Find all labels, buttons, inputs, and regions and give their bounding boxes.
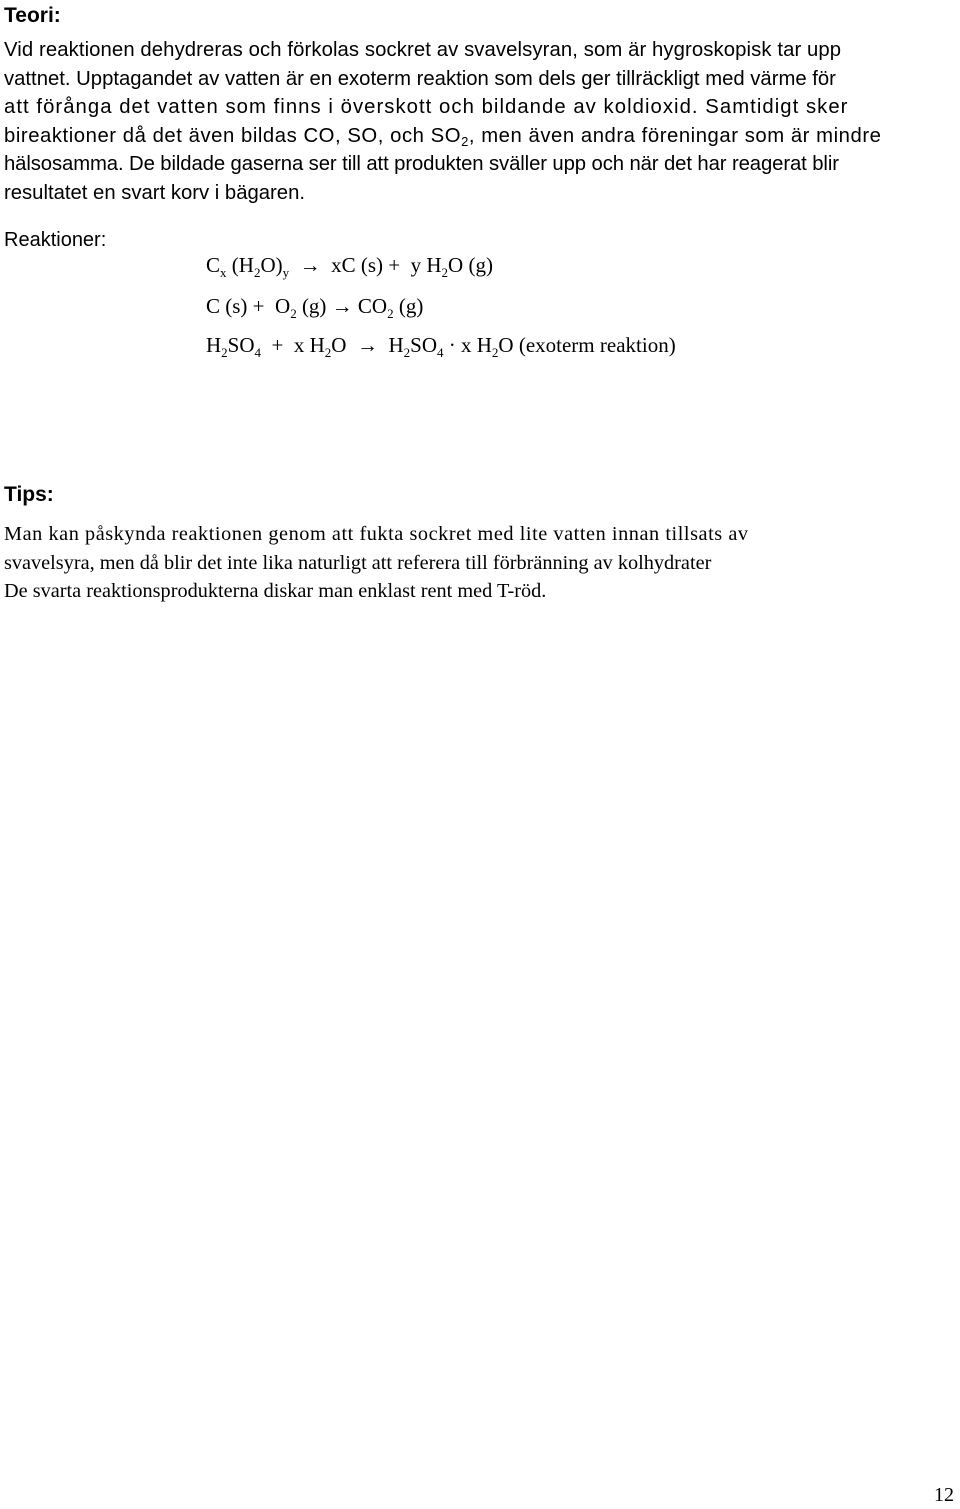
eq-subscript: 4 bbox=[254, 345, 262, 360]
eq-term: O → H bbox=[331, 333, 404, 357]
reaction-equation-3 bbox=[206, 332, 676, 358]
theory-line: vattnet. Upptagandet av vatten är en exoterm reaktion som dels ger tillräckligt med värme för bbox=[4, 67, 836, 90]
theory-line: resultatet en svart korv i bägaren. bbox=[4, 181, 305, 204]
theory-line: hälsosamma. De bildade gaserna ser till att produkten sväller upp och när det har reagerat blir bbox=[4, 153, 839, 175]
eq-subscript: 2 bbox=[221, 345, 228, 360]
eq-term: (g) → CO bbox=[296, 294, 388, 318]
eq-term: SO bbox=[410, 333, 437, 357]
eq-term: C (s) + O bbox=[206, 294, 291, 318]
eq-subscript: 2 bbox=[253, 265, 261, 280]
eq-term: (H bbox=[226, 253, 254, 277]
tips-paragraph bbox=[4, 520, 954, 606]
theory-line: Vid reaktionen dehydreras och förkolas sockret av svavelsyran, som är hygroskopisk tar upp bbox=[4, 39, 842, 61]
tips-line: Man kan påskynda reaktionen genom att fukta sockret med lite vatten innan tillsats av bbox=[4, 523, 749, 545]
eq-term: (g) bbox=[393, 294, 424, 318]
so2-subscript: 2 bbox=[461, 133, 469, 149]
tips-line: svavelsyra, men då blir det inte lika naturligt att referera till förbränning av kolhydrater bbox=[4, 551, 712, 574]
theory-text: , men även andra föreningar som är mindre bbox=[468, 124, 882, 147]
eq-term: O) bbox=[260, 253, 283, 277]
eq-term: SO bbox=[227, 333, 255, 357]
eq-subscript: 2 bbox=[324, 345, 332, 360]
eq-term: C bbox=[206, 253, 221, 277]
reactions-label: Reaktioner: bbox=[4, 229, 107, 251]
eq-subscript: 2 bbox=[403, 345, 411, 360]
eq-term: O (exoterm reaktion) bbox=[498, 333, 676, 357]
page-number: 12 bbox=[934, 1484, 954, 1506]
eq-subscript: x bbox=[220, 265, 227, 280]
eq-subscript: 2 bbox=[387, 306, 394, 321]
eq-term: · x H bbox=[443, 333, 492, 357]
theory-text: bireaktioner då det även bildas CO, SO, och SO bbox=[4, 124, 462, 147]
reaction-equation-2 bbox=[206, 293, 423, 319]
eq-term: O (g) bbox=[448, 253, 493, 277]
reaction-equation-1 bbox=[206, 252, 493, 278]
theory-line: att förånga det vatten som finns i överskott och bildande av koldioxid. Samtidigt sker bbox=[4, 96, 849, 118]
theory-paragraph bbox=[4, 36, 954, 207]
eq-term: + x H bbox=[261, 333, 325, 357]
eq-subscript: 2 bbox=[441, 265, 449, 280]
eq-subscript: y bbox=[282, 265, 290, 280]
eq-term: → xC (s) + y H bbox=[289, 253, 442, 277]
theory-heading: Teori: bbox=[4, 4, 61, 27]
eq-subscript: 2 bbox=[491, 345, 499, 360]
eq-subscript: 4 bbox=[437, 345, 444, 360]
eq-subscript: 2 bbox=[290, 306, 297, 321]
eq-term: H bbox=[206, 333, 222, 357]
theory-line bbox=[4, 122, 954, 151]
tips-heading: Tips: bbox=[4, 483, 54, 506]
tips-line: De svarta reaktionsprodukterna diskar man enklast rent med T-röd. bbox=[4, 580, 547, 602]
